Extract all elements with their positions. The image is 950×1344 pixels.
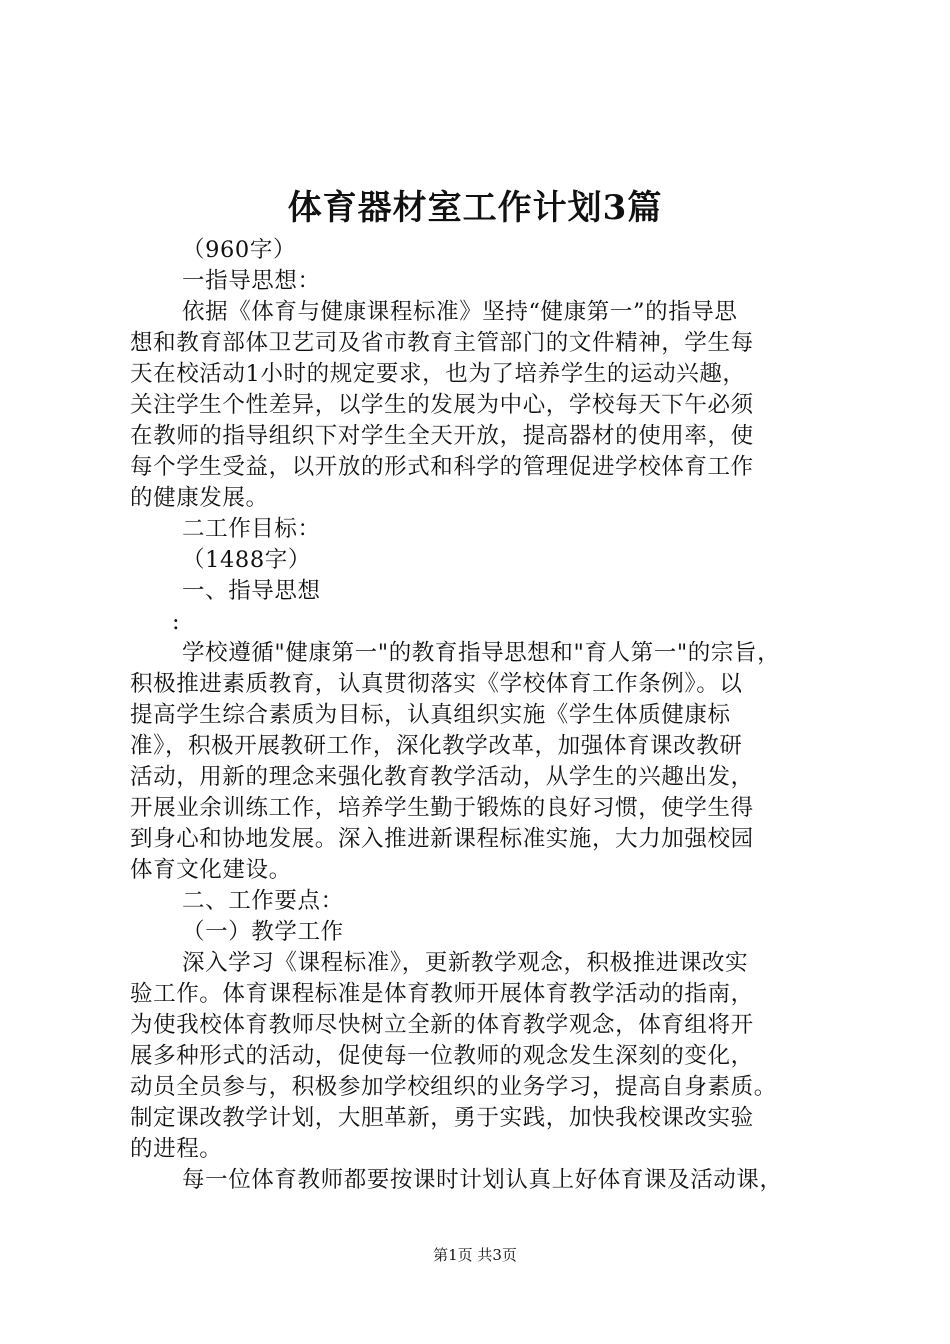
- text-line: 二、工作要点：: [182, 888, 344, 914]
- document-body: [130, 235, 830, 1196]
- text-line: 想和教育部体卫艺司及省市教育主管部门的文件精神，学生每: [130, 330, 754, 356]
- text-line: （960字）: [182, 237, 297, 263]
- text-line: 一、指导思想: [182, 578, 321, 604]
- text-line: 的进程。: [130, 1136, 223, 1162]
- text-line: 活动，用新的理念来强化教育教学活动，从学生的兴趣出发，: [130, 764, 754, 790]
- text-line: 每个学生受益，以开放的形式和科学的管理促进学校体育工作: [130, 454, 754, 480]
- text-line: :: [172, 609, 181, 635]
- text-line: 验工作。体育课程标准是体育教师开展体育教学活动的指南，: [130, 981, 754, 1007]
- text-line: 在教师的指导组织下对学生全天开放，提高器材的使用率，使: [130, 423, 754, 449]
- text-line: 每一位体育教师都要按课时计划认真上好体育课及活动课，: [182, 1167, 783, 1193]
- text-line: 制定课改教学计划，大胆革新，勇于实践，加快我校课改实验: [130, 1105, 754, 1131]
- text-line: 的健康发展。: [130, 485, 269, 511]
- document-title: 体育器材室工作计划3篇: [287, 188, 663, 228]
- text-line: 开展业余训练工作，培养学生勤于锻炼的良好习惯，使学生得: [130, 795, 754, 821]
- text-line: （一）教学工作: [182, 919, 344, 945]
- text-line: 学校遵循"健康第一"的教育指导思想和"育人第一"的宗旨，: [182, 640, 781, 666]
- text-line: （1488字）: [182, 547, 311, 573]
- text-line: 为使我校体育教师尽快树立全新的体育教学观念，体育组将开: [130, 1012, 754, 1038]
- page-footer: 第1页 共3页: [433, 1246, 517, 1264]
- text-line: 积极推进素质教育，认真贯彻落实《学校体育工作条例》。以: [130, 671, 743, 697]
- text-line: 一指导思想：: [182, 268, 321, 294]
- text-line: 动员全员参与，积极参加学校组织的业务学习，提高自身素质。: [130, 1074, 777, 1100]
- text-line: 关注学生个性差异，以学生的发展为中心，学校每天下午必须: [130, 392, 754, 418]
- text-line: 到身心和协地发展。深入推进新课程标准实施，大力加强校园: [130, 826, 754, 852]
- text-line: 准》，积极开展教研工作，深化教学改革，加强体育课改教研: [130, 733, 743, 759]
- text-line: 二工作目标：: [182, 516, 321, 542]
- text-line: 体育文化建设。: [130, 857, 292, 883]
- text-line: 提高学生综合素质为目标，认真组织实施《学生体质健康标: [130, 702, 731, 728]
- text-line: 深入学习《课程标准》，更新教学观念，积极推进课改实: [182, 950, 749, 976]
- text-line: 天在校活动1小时的规定要求，也为了培养学生的运动兴趣，: [130, 361, 746, 387]
- text-line: 依据《体育与健康课程标准》坚持“健康第一”的指导思: [182, 299, 738, 325]
- text-line: 展多种形式的活动，促使每一位教师的观念发生深刻的变化，: [130, 1043, 754, 1069]
